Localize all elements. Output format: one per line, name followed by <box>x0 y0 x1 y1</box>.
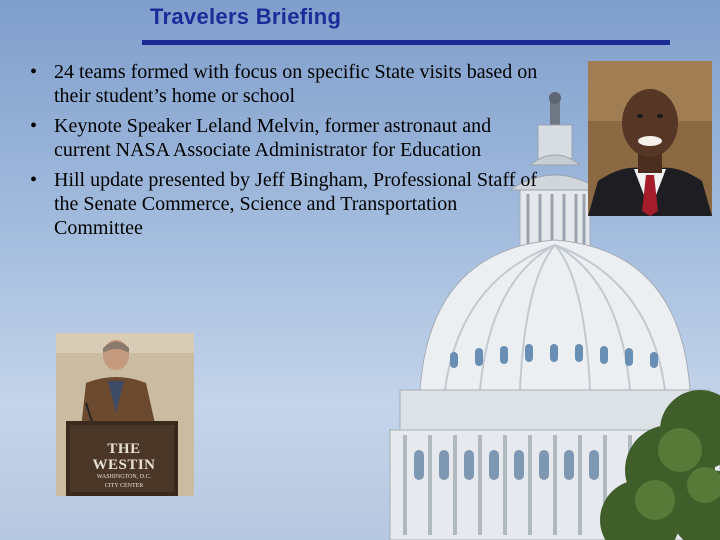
podium-subtitle: CITY CENTER <box>104 483 144 489</box>
bullet-list <box>30 60 550 246</box>
title-underline <box>142 40 670 45</box>
portrait-image <box>588 61 712 216</box>
podium-photo <box>56 333 194 496</box>
podium-sign <box>74 441 174 490</box>
podium-location: WASHINGTON, D.C. <box>96 474 152 480</box>
bullet-text: 24 teams formed with focus on specific State visits based on their student’s home or school <box>54 61 538 107</box>
bullet-item <box>30 114 550 162</box>
portrait-photo <box>588 61 712 216</box>
bullet-item <box>30 168 550 240</box>
bullet-text: Keynote Speaker Leland Melvin, former astronaut and current NASA Associate Administrator for Education <box>54 115 492 161</box>
bullet-icon: • <box>30 115 38 137</box>
bullet-text: Hill update presented by Jeff Bingham, Professional Staff of the Senate Commerce, Science and Transportation Committee <box>54 169 538 239</box>
bullet-icon: • <box>30 169 38 191</box>
bullet-icon: • <box>30 61 38 83</box>
bullet-item <box>30 60 550 108</box>
slide-title: Travelers Briefing <box>150 4 342 29</box>
podium-name: THE WESTIN <box>92 441 156 473</box>
